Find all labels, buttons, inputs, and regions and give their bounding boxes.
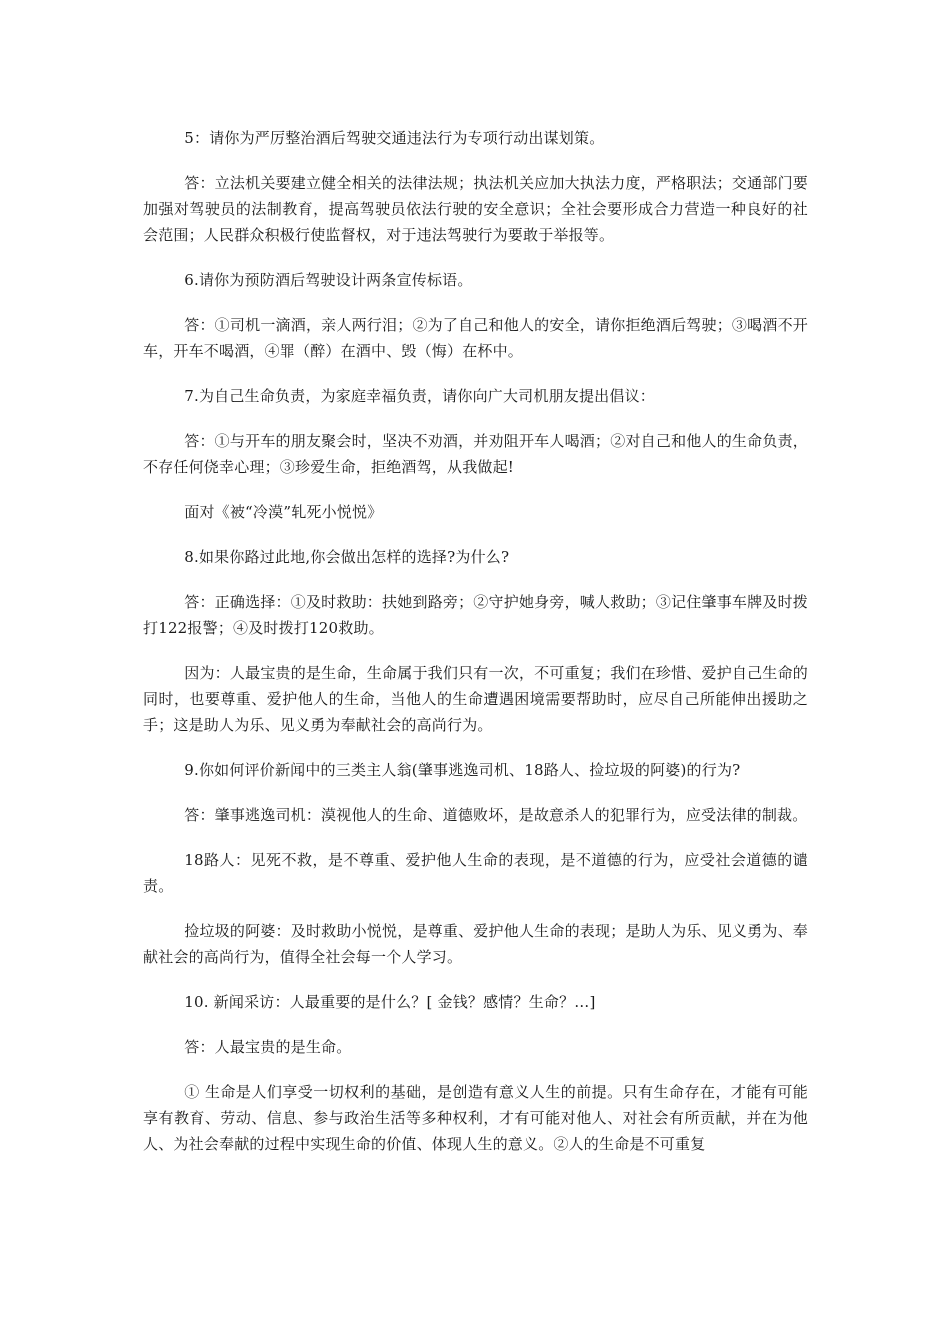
- answer-9-driver: 答：肇事逃逸司机：漠视他人的生命、道德败坏，是故意杀人的犯罪行为，应受法律的制裁。: [184, 806, 808, 824]
- answer-5: 答：立法机关要建立健全相关的法律法规；执法机关应加大执法力度，严格职法；交通部门要加强对驾驶员的法制教育，提高驾驶员依法行驶的安全意识；全社会要形成合力营造一种良好的社会范围；人民群众积极行使监督权，对于违法驾驶行为要敢于举报等。: [143, 174, 808, 244]
- answer-8: 答：正确选择：①及时救助：扶她到路旁；②守护她身旁，喊人救助；③记住肇事车牌及时拨打122报警；④及时拨打120救助。: [143, 593, 808, 637]
- document-page: [143, 125, 808, 1176]
- question-10: 10. 新闻采访：人最重要的是什么？[ 金钱？感情？生命？…]: [184, 993, 596, 1011]
- question-5: 5：请你为严厉整治酒后驾驶交通违法行为专项行动出谋划策。: [184, 129, 605, 147]
- answer-6: 答：①司机一滴酒，亲人两行泪；②为了自己和他人的安全，请你拒绝酒后驾驶；③喝酒不开车，开车不喝酒，④罪（醉）在酒中、毁（悔）在杯中。: [143, 316, 808, 360]
- question-8: 8.如果你路过此地,你会做出怎样的选择?为什么?: [184, 548, 510, 566]
- answer-10-detail: ① 生命是人们享受一切权利的基础，是创造有意义人生的前提。只有生命存在，才能有可能享有教育、劳动、信息、参与政治生活等多种权利，才有可能对他人、对社会有所贡献，并在为他人、为社会奉献的过程中实现生命的价值、体现人生的意义。②人的生命是不可重复: [143, 1083, 808, 1153]
- question-9: 9.你如何评价新闻中的三类主人翁(肇事逃逸司机、18路人、捡垃圾的阿婆)的行为?: [184, 761, 741, 779]
- answer-7: 答：①与开车的朋友聚会时，坚决不劝酒，并劝阻开车人喝酒；②对自己和他人的生命负责，不存任何侥幸心理；③珍爱生命，拒绝酒驾，从我做起!: [143, 432, 808, 476]
- question-6: 6.请你为预防酒后驾驶设计两条宣传标语。: [184, 271, 473, 289]
- section-heading: 面对《被“冷漠”轧死小悦悦》: [184, 503, 383, 521]
- answer-9-passersby: 18路人：见死不救，是不尊重、爱护他人生命的表现，是不道德的行为，应受社会道德的谴责。: [143, 851, 808, 895]
- question-7: 7.为自己生命负责，为家庭幸福负责，请你向广大司机朋友提出倡议：: [184, 387, 655, 405]
- answer-8-reason: 因为：人最宝贵的是生命，生命属于我们只有一次，不可重复；我们在珍惜、爱护自己生命的同时，也要尊重、爱护他人的生命，当他人的生命遭遇困境需要帮助时，应尽自己所能伸出援助之手；这是助人为乐、见义勇为奉献社会的高尚行为。: [143, 664, 808, 734]
- answer-10: 答：人最宝贵的是生命。: [184, 1038, 352, 1056]
- answer-9-grandma: 捡垃圾的阿婆：及时救助小悦悦，是尊重、爱护他人生命的表现；是助人为乐、见义勇为、奉献社会的高尚行为，值得全社会每一个人学习。: [143, 922, 808, 966]
